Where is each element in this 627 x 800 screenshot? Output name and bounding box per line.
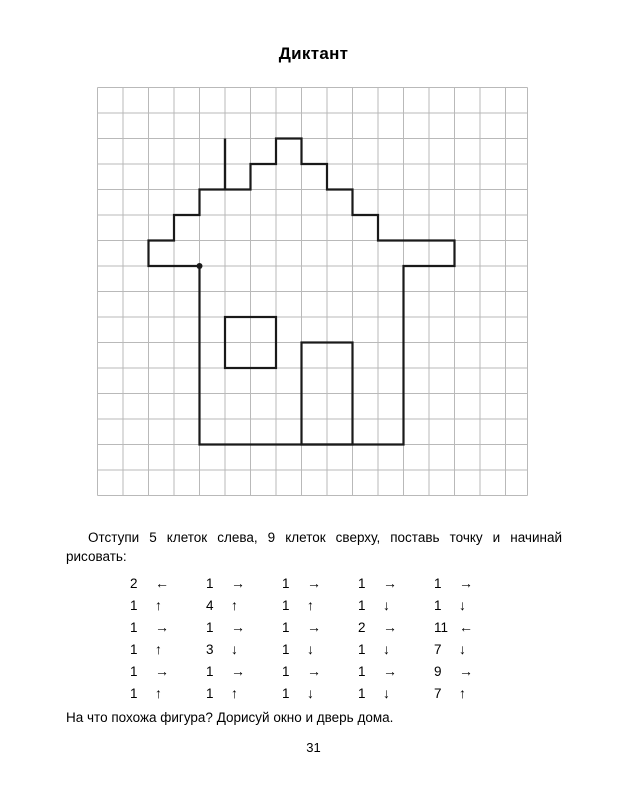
move-cell xyxy=(434,572,510,594)
arrow-right-icon: → xyxy=(306,575,321,591)
arrow-right-icon: → xyxy=(155,619,169,635)
arrow-down-icon: ↓ xyxy=(306,685,314,701)
move-cell xyxy=(434,660,510,682)
move-count: 7 xyxy=(433,685,442,701)
move-count: 2 xyxy=(357,619,366,635)
move-cell xyxy=(358,572,434,594)
move-cell xyxy=(282,682,358,704)
arrow-right-icon: → xyxy=(230,619,245,635)
move-count: 1 xyxy=(130,663,138,679)
move-count: 1 xyxy=(130,597,138,613)
move-cell xyxy=(358,594,434,616)
move-cell xyxy=(282,572,358,594)
start-point-dot xyxy=(197,263,203,269)
move-cell xyxy=(206,682,282,704)
move-cell xyxy=(206,616,282,638)
move-count: 1 xyxy=(357,575,366,591)
arrow-left-icon: ← xyxy=(458,619,473,635)
arrow-right-icon: → xyxy=(230,663,245,679)
move-count: 1 xyxy=(205,663,214,679)
move-cell xyxy=(282,660,358,682)
instruction-text: Отступи 5 клеток слева, 9 клеток сверху, поставь точку и начинай рисовать: xyxy=(66,530,562,564)
grid-drawing-area xyxy=(96,86,530,504)
move-cell xyxy=(434,594,510,616)
move-count: 7 xyxy=(433,641,442,657)
move-cell xyxy=(206,638,282,660)
arrow-down-icon: ↓ xyxy=(382,685,390,701)
table-row xyxy=(130,660,510,682)
move-cell xyxy=(358,638,434,660)
grid-svg xyxy=(96,86,530,504)
arrow-right-icon: → xyxy=(306,663,321,679)
move-cell xyxy=(206,660,282,682)
arrow-right-icon: → xyxy=(155,663,169,679)
move-count: 1 xyxy=(281,641,290,657)
move-count: 1 xyxy=(205,575,214,591)
arrow-right-icon: → xyxy=(458,663,473,679)
move-cell xyxy=(358,682,434,704)
move-cell xyxy=(434,638,510,660)
arrow-up-icon: ↑ xyxy=(230,597,238,613)
table-row xyxy=(130,572,510,594)
move-count: 1 xyxy=(281,663,290,679)
move-cell xyxy=(206,572,282,594)
arrow-down-icon: ↓ xyxy=(382,597,390,613)
move-count: 9 xyxy=(433,663,442,679)
arrow-right-icon: → xyxy=(230,575,245,591)
arrow-up-icon: ↑ xyxy=(155,597,162,613)
move-cell xyxy=(434,616,510,638)
arrow-right-icon: → xyxy=(382,575,397,591)
move-count: 1 xyxy=(357,685,366,701)
arrow-down-icon: ↓ xyxy=(230,641,238,657)
page-title: Диктант xyxy=(278,44,349,63)
move-count: 1 xyxy=(281,685,290,701)
arrow-down-icon: ↓ xyxy=(306,641,314,657)
move-count: 1 xyxy=(357,663,366,679)
move-count: 1 xyxy=(433,597,442,613)
arrow-left-icon: ← xyxy=(155,575,169,591)
arrow-down-icon: ↓ xyxy=(458,641,466,657)
table-row xyxy=(130,616,510,638)
arrow-down-icon: ↓ xyxy=(382,641,390,657)
move-count: 1 xyxy=(281,619,290,635)
move-count: 2 xyxy=(130,575,138,591)
move-count: 11 xyxy=(433,619,448,635)
arrow-up-icon: ↑ xyxy=(155,685,162,701)
move-cell xyxy=(130,616,206,638)
move-cell xyxy=(358,660,434,682)
arrow-up-icon: ↑ xyxy=(458,685,466,701)
table-row xyxy=(130,682,510,704)
move-count: 1 xyxy=(130,641,138,657)
move-cell xyxy=(358,616,434,638)
arrow-up-icon: ↑ xyxy=(155,641,162,657)
question-text: На что похожа фигура? Дорисуй окно и дверь дома. xyxy=(66,710,394,725)
move-cell xyxy=(434,682,510,704)
arrow-down-icon: ↓ xyxy=(458,597,466,613)
move-cell xyxy=(130,660,206,682)
arrow-right-icon: → xyxy=(382,619,397,635)
move-count: 1 xyxy=(357,641,366,657)
move-cell xyxy=(130,638,206,660)
table-row xyxy=(130,638,510,660)
move-cell xyxy=(130,682,206,704)
moves-table xyxy=(130,572,510,704)
arrow-right-icon: → xyxy=(382,663,397,679)
move-cell xyxy=(282,616,358,638)
arrow-up-icon: ↑ xyxy=(230,685,238,701)
arrow-up-icon: ↑ xyxy=(306,597,314,613)
move-count: 1 xyxy=(433,575,442,591)
grid-lines xyxy=(98,88,528,496)
arrow-right-icon: → xyxy=(306,619,321,635)
move-count: 1 xyxy=(130,619,138,635)
move-cell xyxy=(282,594,358,616)
move-cell xyxy=(130,594,206,616)
table-row xyxy=(130,594,510,616)
move-count: 1 xyxy=(357,597,366,613)
move-count: 4 xyxy=(205,597,214,613)
move-count: 1 xyxy=(205,619,214,635)
move-count: 1 xyxy=(281,575,290,591)
move-count: 1 xyxy=(205,685,214,701)
move-cell xyxy=(282,638,358,660)
move-count: 1 xyxy=(130,685,138,701)
move-count: 1 xyxy=(281,597,290,613)
move-count: 3 xyxy=(205,641,214,657)
page-number: 31 xyxy=(306,740,321,755)
arrow-right-icon: → xyxy=(458,575,473,591)
move-cell xyxy=(206,594,282,616)
move-cell xyxy=(130,572,206,594)
